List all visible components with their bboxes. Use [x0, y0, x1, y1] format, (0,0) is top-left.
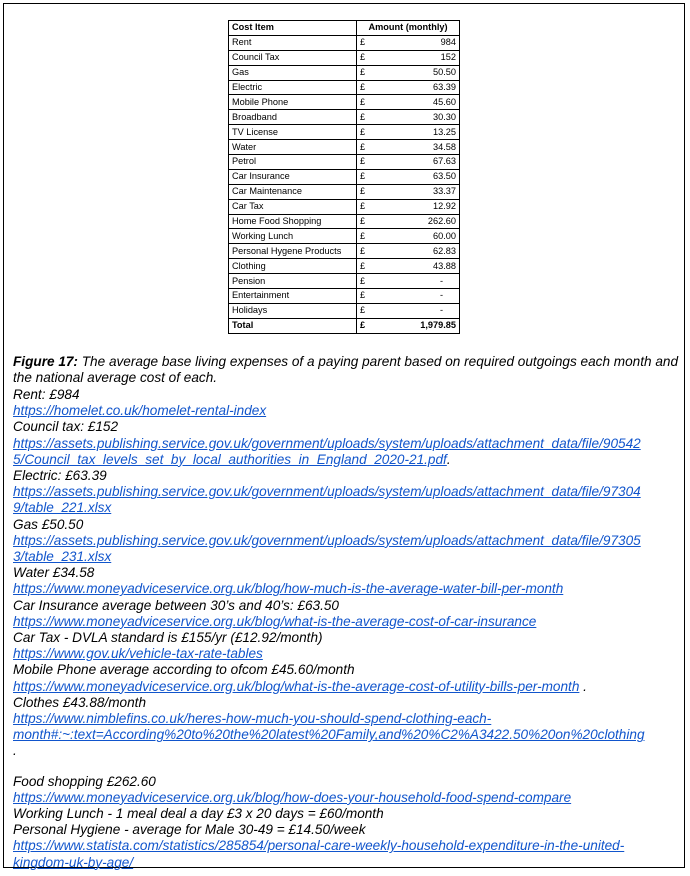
amount-cell: 12.92	[370, 199, 460, 214]
mobile-link[interactable]: https://www.moneyadviceservice.org.uk/blog/what-is-the-average-cost-of-utility-bills-per-month	[13, 678, 580, 694]
total-row	[229, 318, 460, 333]
amount-cell: -	[370, 289, 460, 304]
amount-cell: 45.60	[370, 95, 460, 110]
cost-table	[228, 20, 460, 334]
header-amount: Amount (monthly)	[357, 21, 460, 36]
amount-cell: 60.00	[370, 229, 460, 244]
currency-cell: £	[357, 35, 371, 50]
amount-cell: -	[370, 274, 460, 289]
table-row	[229, 35, 460, 50]
hygiene-link[interactable]: https://www.statista.com/statistics/285854/personal-care-weekly-household-expenditure-in-the-united-	[13, 838, 625, 854]
cost-item-cell: Broadband	[229, 110, 357, 125]
clothes-link-cont[interactable]: month#:~:text=According%20to%20the%20latest%20Family,and%20%C2%A3422.50%20on%20clothing	[13, 727, 645, 743]
currency-cell: £	[357, 214, 371, 229]
total-value: 1,979.85	[370, 318, 460, 333]
cost-item-cell: Car Maintenance	[229, 184, 357, 199]
currency-cell: £	[357, 184, 371, 199]
clothes-dot: .	[13, 743, 17, 759]
table-row	[229, 274, 460, 289]
table-row	[229, 214, 460, 229]
currency-cell: £	[357, 318, 371, 333]
table-row	[229, 80, 460, 95]
car-insurance-line: Car Insurance average between 30’s and 40’s: £63.50	[13, 597, 339, 613]
electric-link-cont[interactable]: 9/table_221.xlsx	[13, 500, 112, 516]
table-row	[229, 303, 460, 318]
table-row	[229, 244, 460, 259]
council-dot: .	[446, 451, 451, 467]
total-label: Total	[229, 318, 357, 333]
amount-cell: 13.25	[370, 125, 460, 140]
cost-item-cell: Clothing	[229, 259, 357, 274]
currency-cell: £	[357, 50, 371, 65]
currency-cell: £	[357, 155, 371, 170]
currency-cell: £	[357, 199, 371, 214]
cost-item-cell: Personal Hygene Products	[229, 244, 357, 259]
cost-item-cell: Water	[229, 140, 357, 155]
cost-item-cell: Petrol	[229, 155, 357, 170]
gas-line: Gas £50.50	[13, 516, 84, 532]
amount-cell: 67.63	[370, 155, 460, 170]
table-row	[229, 155, 460, 170]
figure-label: Figure 17:	[13, 354, 78, 369]
amount-cell: 152	[370, 50, 460, 65]
car-tax-link[interactable]: https://www.gov.uk/vehicle-tax-rate-tables	[13, 646, 263, 662]
sources-list	[13, 387, 681, 871]
figure-caption-text: The average base living expenses of a paying parent based on required outgoings each month and the national average cost of each.	[13, 354, 679, 386]
amount-cell: 63.39	[370, 80, 460, 95]
cost-item-cell: Pension	[229, 274, 357, 289]
rent-link[interactable]: https://homelet.co.uk/homelet-rental-index	[13, 403, 267, 419]
cost-item-cell: Entertainment	[229, 289, 357, 304]
table-row	[229, 140, 460, 155]
currency-cell: £	[357, 110, 371, 125]
cost-item-cell: Gas	[229, 65, 357, 80]
cost-item-cell: Car Tax	[229, 199, 357, 214]
currency-cell: £	[357, 65, 371, 80]
spacer	[13, 760, 681, 774]
water-line: Water £34.58	[13, 565, 95, 581]
header-cost-item: Cost Item	[229, 21, 357, 36]
hygiene-link-cont[interactable]: kingdom-uk-by-age/	[13, 854, 134, 870]
council-link[interactable]: https://assets.publishing.service.gov.uk/government/uploads/system/uploads/attachment_data/file/90542	[13, 435, 641, 451]
cost-item-cell: Council Tax	[229, 50, 357, 65]
cost-item-cell: Rent	[229, 35, 357, 50]
mobile-dot: .	[579, 678, 587, 694]
table-row	[229, 65, 460, 80]
currency-cell: £	[357, 259, 371, 274]
cost-item-cell: Home Food Shopping	[229, 214, 357, 229]
lunch-line: Working Lunch - 1 meal deal a day £3 x 20 days = £60/month	[13, 806, 384, 822]
currency-cell: £	[357, 274, 371, 289]
table-row	[229, 229, 460, 244]
table-row	[229, 110, 460, 125]
currency-cell: £	[357, 169, 371, 184]
currency-cell: £	[357, 140, 371, 155]
table-header-row	[229, 21, 460, 36]
amount-cell: 62.83	[370, 244, 460, 259]
table-row	[229, 125, 460, 140]
figure-caption	[13, 354, 681, 386]
currency-cell: £	[357, 125, 371, 140]
table-row	[229, 169, 460, 184]
food-line: Food shopping £262.60	[13, 773, 156, 789]
cost-item-cell: Car Insurance	[229, 169, 357, 184]
currency-cell: £	[357, 244, 371, 259]
cost-item-cell: Holidays	[229, 303, 357, 318]
mobile-line: Mobile Phone average according to ofcom £45.60/month	[13, 662, 355, 678]
amount-cell: 262.60	[370, 214, 460, 229]
cost-item-cell: Mobile Phone	[229, 95, 357, 110]
car-insurance-link[interactable]: https://www.moneyadviceservice.org.uk/blog/what-is-the-average-cost-of-car-insurance	[13, 613, 537, 629]
clothes-line: Clothes £43.88/month	[13, 694, 147, 710]
cost-item-cell: Working Lunch	[229, 229, 357, 244]
currency-cell: £	[357, 80, 371, 95]
currency-cell: £	[357, 303, 371, 318]
gas-link-cont[interactable]: 3/table_231.xlsx	[13, 549, 112, 565]
amount-cell: 33.37	[370, 184, 460, 199]
council-link-cont[interactable]: 5/Council_tax_levels_set_by_local_authorities_in_England_2020-21.pdf	[13, 451, 447, 467]
amount-cell: 34.58	[370, 140, 460, 155]
car-tax-line: Car Tax - DVLA standard is £155/yr (£12.92/month)	[13, 630, 323, 646]
currency-cell: £	[357, 229, 371, 244]
table-row	[229, 289, 460, 304]
amount-cell: 50.50	[370, 65, 460, 80]
table-body	[229, 35, 460, 333]
council-line: Council tax: £152	[13, 419, 119, 435]
amount-cell: 63.50	[370, 169, 460, 184]
cost-item-cell: TV License	[229, 125, 357, 140]
gas-link[interactable]: https://assets.publishing.service.gov.uk/government/uploads/system/uploads/attachment_data/file/97305	[13, 532, 641, 548]
table-row	[229, 95, 460, 110]
table-row	[229, 259, 460, 274]
water-link[interactable]: https://www.moneyadviceservice.org.uk/blog/how-much-is-the-average-water-bill-per-month	[13, 581, 564, 597]
amount-cell: -	[370, 303, 460, 318]
amount-cell: 43.88	[370, 259, 460, 274]
amount-cell: 30.30	[370, 110, 460, 125]
currency-cell: £	[357, 289, 371, 304]
currency-cell: £	[357, 95, 371, 110]
electric-line: Electric: £63.39	[13, 468, 107, 484]
hygiene-line: Personal Hygiene - average for Male 30-49 = £14.50/week	[13, 822, 366, 838]
food-link[interactable]: https://www.moneyadviceservice.org.uk/blog/how-does-your-household-food-spend-compare	[13, 789, 572, 805]
table-row	[229, 50, 460, 65]
table-row	[229, 184, 460, 199]
clothes-link[interactable]: https://www.nimblefins.co.uk/heres-how-much-you-should-spend-clothing-each-	[13, 711, 492, 727]
cost-item-cell: Electric	[229, 80, 357, 95]
amount-cell: 984	[370, 35, 460, 50]
rent-line: Rent: £984	[13, 387, 80, 402]
table-row	[229, 199, 460, 214]
electric-link[interactable]: https://assets.publishing.service.gov.uk/government/uploads/system/uploads/attachment_data/file/97304	[13, 484, 641, 500]
